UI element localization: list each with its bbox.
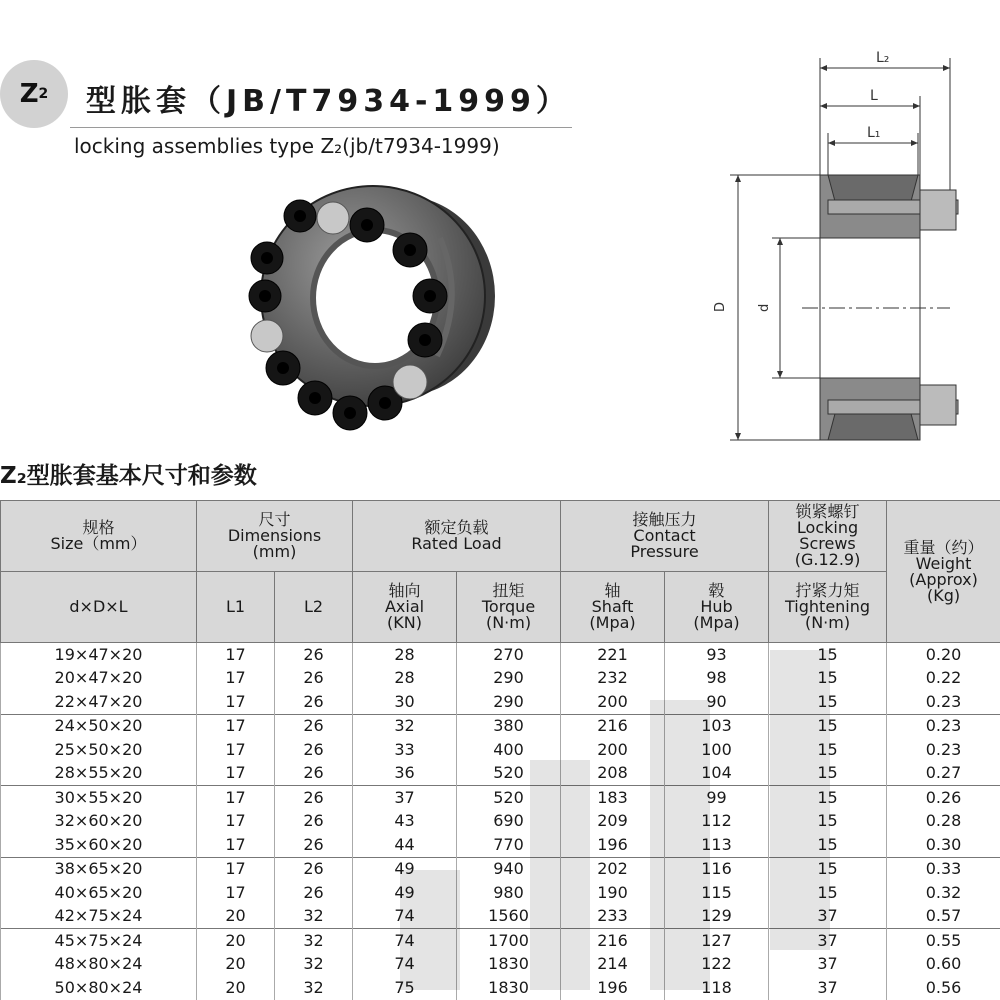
- cell-shaft: 233: [561, 905, 665, 929]
- cell-size: 32×60×20: [1, 810, 197, 834]
- cell-l2: 32: [275, 953, 353, 977]
- cell-size: 45×75×24: [1, 929, 197, 953]
- label-d-outer: D: [713, 301, 728, 312]
- section-drawing: [710, 40, 970, 460]
- cell-l1: 17: [197, 762, 275, 786]
- cell-l1: 17: [197, 690, 275, 714]
- header-axial: 轴向 Axial (KN): [353, 572, 457, 643]
- label-l2: L₂: [876, 50, 890, 66]
- cell-tight: 15: [769, 881, 887, 905]
- cell-axial: 75: [353, 976, 457, 1000]
- cell-l1: 20: [197, 929, 275, 953]
- cell-axial: 28: [353, 667, 457, 691]
- cell-tight: 15: [769, 690, 887, 714]
- cell-hub: 122: [665, 953, 769, 977]
- cell-size: 30×55×20: [1, 786, 197, 810]
- cell-l1: 17: [197, 643, 275, 667]
- cell-size: 50×80×24: [1, 976, 197, 1000]
- cell-tight: 15: [769, 833, 887, 857]
- cell-shaft: 232: [561, 667, 665, 691]
- cell-l1: 17: [197, 667, 275, 691]
- table-row: [1, 714, 1000, 738]
- cell-l2: 32: [275, 976, 353, 1000]
- table-row: [1, 976, 1000, 1000]
- cell-size: 42×75×24: [1, 905, 197, 929]
- cell-shaft: 209: [561, 810, 665, 834]
- badge-main: Z: [19, 79, 39, 109]
- cell-hub: 103: [665, 714, 769, 738]
- label-l1: L₁: [867, 125, 881, 141]
- cell-axial: 44: [353, 833, 457, 857]
- cell-axial: 36: [353, 762, 457, 786]
- badge-sub: 2: [38, 86, 49, 102]
- label-d-inner: d: [757, 303, 772, 312]
- label-l: L: [870, 88, 878, 104]
- cell-tight: 15: [769, 857, 887, 881]
- cell-shaft: 183: [561, 786, 665, 810]
- header-size: 规格 Size（mm）: [1, 501, 197, 572]
- cell-shaft: 214: [561, 953, 665, 977]
- parameter-table: [0, 500, 1000, 1000]
- cell-torque: 770: [457, 833, 561, 857]
- cell-torque: 1830: [457, 953, 561, 977]
- cell-weight: 0.20: [887, 643, 1000, 667]
- cell-torque: 290: [457, 690, 561, 714]
- cell-shaft: 216: [561, 714, 665, 738]
- cell-l2: 26: [275, 833, 353, 857]
- cell-shaft: 202: [561, 857, 665, 881]
- cell-l2: 32: [275, 905, 353, 929]
- table-row: [1, 929, 1000, 953]
- cell-hub: 98: [665, 667, 769, 691]
- cell-torque: 1700: [457, 929, 561, 953]
- cell-axial: 30: [353, 690, 457, 714]
- cell-torque: 1830: [457, 976, 561, 1000]
- cell-torque: 270: [457, 643, 561, 667]
- cell-shaft: 196: [561, 976, 665, 1000]
- cell-axial: 74: [353, 905, 457, 929]
- cell-weight: 0.56: [887, 976, 1000, 1000]
- cell-torque: 690: [457, 810, 561, 834]
- cell-hub: 104: [665, 762, 769, 786]
- cell-torque: 1560: [457, 905, 561, 929]
- cell-hub: 99: [665, 786, 769, 810]
- cell-hub: 93: [665, 643, 769, 667]
- header-shaft: 轴 Shaft (Mpa): [561, 572, 665, 643]
- cell-l2: 26: [275, 857, 353, 881]
- table-row: [1, 762, 1000, 786]
- cell-axial: 37: [353, 786, 457, 810]
- cell-l1: 20: [197, 953, 275, 977]
- cell-axial: 33: [353, 738, 457, 762]
- cell-weight: 0.23: [887, 738, 1000, 762]
- table-row: [1, 738, 1000, 762]
- cell-hub: 116: [665, 857, 769, 881]
- cell-weight: 0.26: [887, 786, 1000, 810]
- cell-tight: 15: [769, 643, 887, 667]
- cell-hub: 100: [665, 738, 769, 762]
- cell-shaft: 190: [561, 881, 665, 905]
- cell-size: 20×47×20: [1, 667, 197, 691]
- cell-tight: 37: [769, 905, 887, 929]
- table-row: [1, 690, 1000, 714]
- table-row: [1, 953, 1000, 977]
- cell-l1: 17: [197, 881, 275, 905]
- cell-tight: 15: [769, 762, 887, 786]
- cell-torque: 520: [457, 762, 561, 786]
- cell-l2: 26: [275, 643, 353, 667]
- cell-shaft: 196: [561, 833, 665, 857]
- cell-tight: 15: [769, 738, 887, 762]
- cell-l2: 26: [275, 786, 353, 810]
- cell-weight: 0.57: [887, 905, 1000, 929]
- cell-hub: 127: [665, 929, 769, 953]
- cell-hub: 90: [665, 690, 769, 714]
- header-locking-screws: 锁紧螺钉 Locking Screws (G.12.9): [769, 501, 887, 572]
- table-row: [1, 857, 1000, 881]
- cell-l2: 26: [275, 810, 353, 834]
- cell-axial: 49: [353, 857, 457, 881]
- cell-l1: 17: [197, 786, 275, 810]
- cell-hub: 118: [665, 976, 769, 1000]
- cell-l2: 26: [275, 667, 353, 691]
- cell-tight: 15: [769, 714, 887, 738]
- cell-size: 28×55×20: [1, 762, 197, 786]
- cell-axial: 32: [353, 714, 457, 738]
- cell-shaft: 200: [561, 690, 665, 714]
- cell-weight: 0.32: [887, 881, 1000, 905]
- page-title-en: locking assemblies type Z₂(jb/t7934-1999): [74, 134, 500, 158]
- cell-weight: 0.28: [887, 810, 1000, 834]
- cell-weight: 0.22: [887, 667, 1000, 691]
- cell-size: 19×47×20: [1, 643, 197, 667]
- cell-size: 38×65×20: [1, 857, 197, 881]
- header-contact-pressure: 接触压力 Contact Pressure: [561, 501, 769, 572]
- cell-torque: 290: [457, 667, 561, 691]
- type-badge: [0, 60, 68, 128]
- header-rated-load: 额定负载 Rated Load: [353, 501, 561, 572]
- title-divider: [70, 127, 572, 128]
- cell-torque: 380: [457, 714, 561, 738]
- cell-l1: 20: [197, 905, 275, 929]
- cell-torque: 940: [457, 857, 561, 881]
- cell-l1: 17: [197, 810, 275, 834]
- cell-l1: 17: [197, 738, 275, 762]
- cell-weight: 0.23: [887, 714, 1000, 738]
- cell-size: 40×65×20: [1, 881, 197, 905]
- table-title: Z₂型胀套基本尺寸和参数: [0, 463, 257, 489]
- cell-torque: 400: [457, 738, 561, 762]
- cell-hub: 129: [665, 905, 769, 929]
- cell-torque: 980: [457, 881, 561, 905]
- cell-weight: 0.23: [887, 690, 1000, 714]
- cell-tight: 15: [769, 667, 887, 691]
- cell-tight: 37: [769, 976, 887, 1000]
- cell-l2: 26: [275, 690, 353, 714]
- cell-size: 24×50×20: [1, 714, 197, 738]
- header-hub: 毂 Hub (Mpa): [665, 572, 769, 643]
- table-row: [1, 810, 1000, 834]
- page-title-cn: 型胀套（JB/T7934-1999）: [86, 84, 571, 119]
- cell-hub: 113: [665, 833, 769, 857]
- cell-size: 35×60×20: [1, 833, 197, 857]
- cell-size: 22×47×20: [1, 690, 197, 714]
- cell-l1: 17: [197, 714, 275, 738]
- cell-weight: 0.30: [887, 833, 1000, 857]
- product-photo: [225, 178, 525, 438]
- cell-l2: 26: [275, 738, 353, 762]
- cell-axial: 28: [353, 643, 457, 667]
- table-row: [1, 786, 1000, 810]
- cell-l2: 26: [275, 762, 353, 786]
- cell-weight: 0.55: [887, 929, 1000, 953]
- table-row: [1, 833, 1000, 857]
- cell-weight: 0.33: [887, 857, 1000, 881]
- cell-tight: 15: [769, 786, 887, 810]
- cell-size: 25×50×20: [1, 738, 197, 762]
- header-weight: 重量（约） Weight (Approx) (Kg): [887, 501, 1000, 643]
- cell-size: 48×80×24: [1, 953, 197, 977]
- cell-shaft: 208: [561, 762, 665, 786]
- header-l1: L1: [197, 572, 275, 643]
- cell-l1: 17: [197, 857, 275, 881]
- cell-tight: 37: [769, 953, 887, 977]
- cell-axial: 74: [353, 953, 457, 977]
- cell-hub: 112: [665, 810, 769, 834]
- header-l2: L2: [275, 572, 353, 643]
- header-tightening: 拧紧力矩 Tightening (N·m): [769, 572, 887, 643]
- cell-hub: 115: [665, 881, 769, 905]
- cell-tight: 15: [769, 810, 887, 834]
- cell-l2: 26: [275, 881, 353, 905]
- header-torque: 扭矩 Torque (N·m): [457, 572, 561, 643]
- cell-axial: 74: [353, 929, 457, 953]
- table-row: [1, 881, 1000, 905]
- table-row: [1, 643, 1000, 667]
- cell-l2: 32: [275, 929, 353, 953]
- table-row: [1, 667, 1000, 691]
- cell-shaft: 200: [561, 738, 665, 762]
- header-dxdxl: d×D×L: [1, 572, 197, 643]
- cell-axial: 43: [353, 810, 457, 834]
- cell-tight: 37: [769, 929, 887, 953]
- cell-weight: 0.60: [887, 953, 1000, 977]
- cell-l1: 20: [197, 976, 275, 1000]
- cell-shaft: 216: [561, 929, 665, 953]
- cell-shaft: 221: [561, 643, 665, 667]
- cell-axial: 49: [353, 881, 457, 905]
- table-row: [1, 905, 1000, 929]
- cell-l2: 26: [275, 714, 353, 738]
- cell-torque: 520: [457, 786, 561, 810]
- cell-weight: 0.27: [887, 762, 1000, 786]
- cell-l1: 17: [197, 833, 275, 857]
- header-dimensions: 尺寸 Dimensions (mm): [197, 501, 353, 572]
